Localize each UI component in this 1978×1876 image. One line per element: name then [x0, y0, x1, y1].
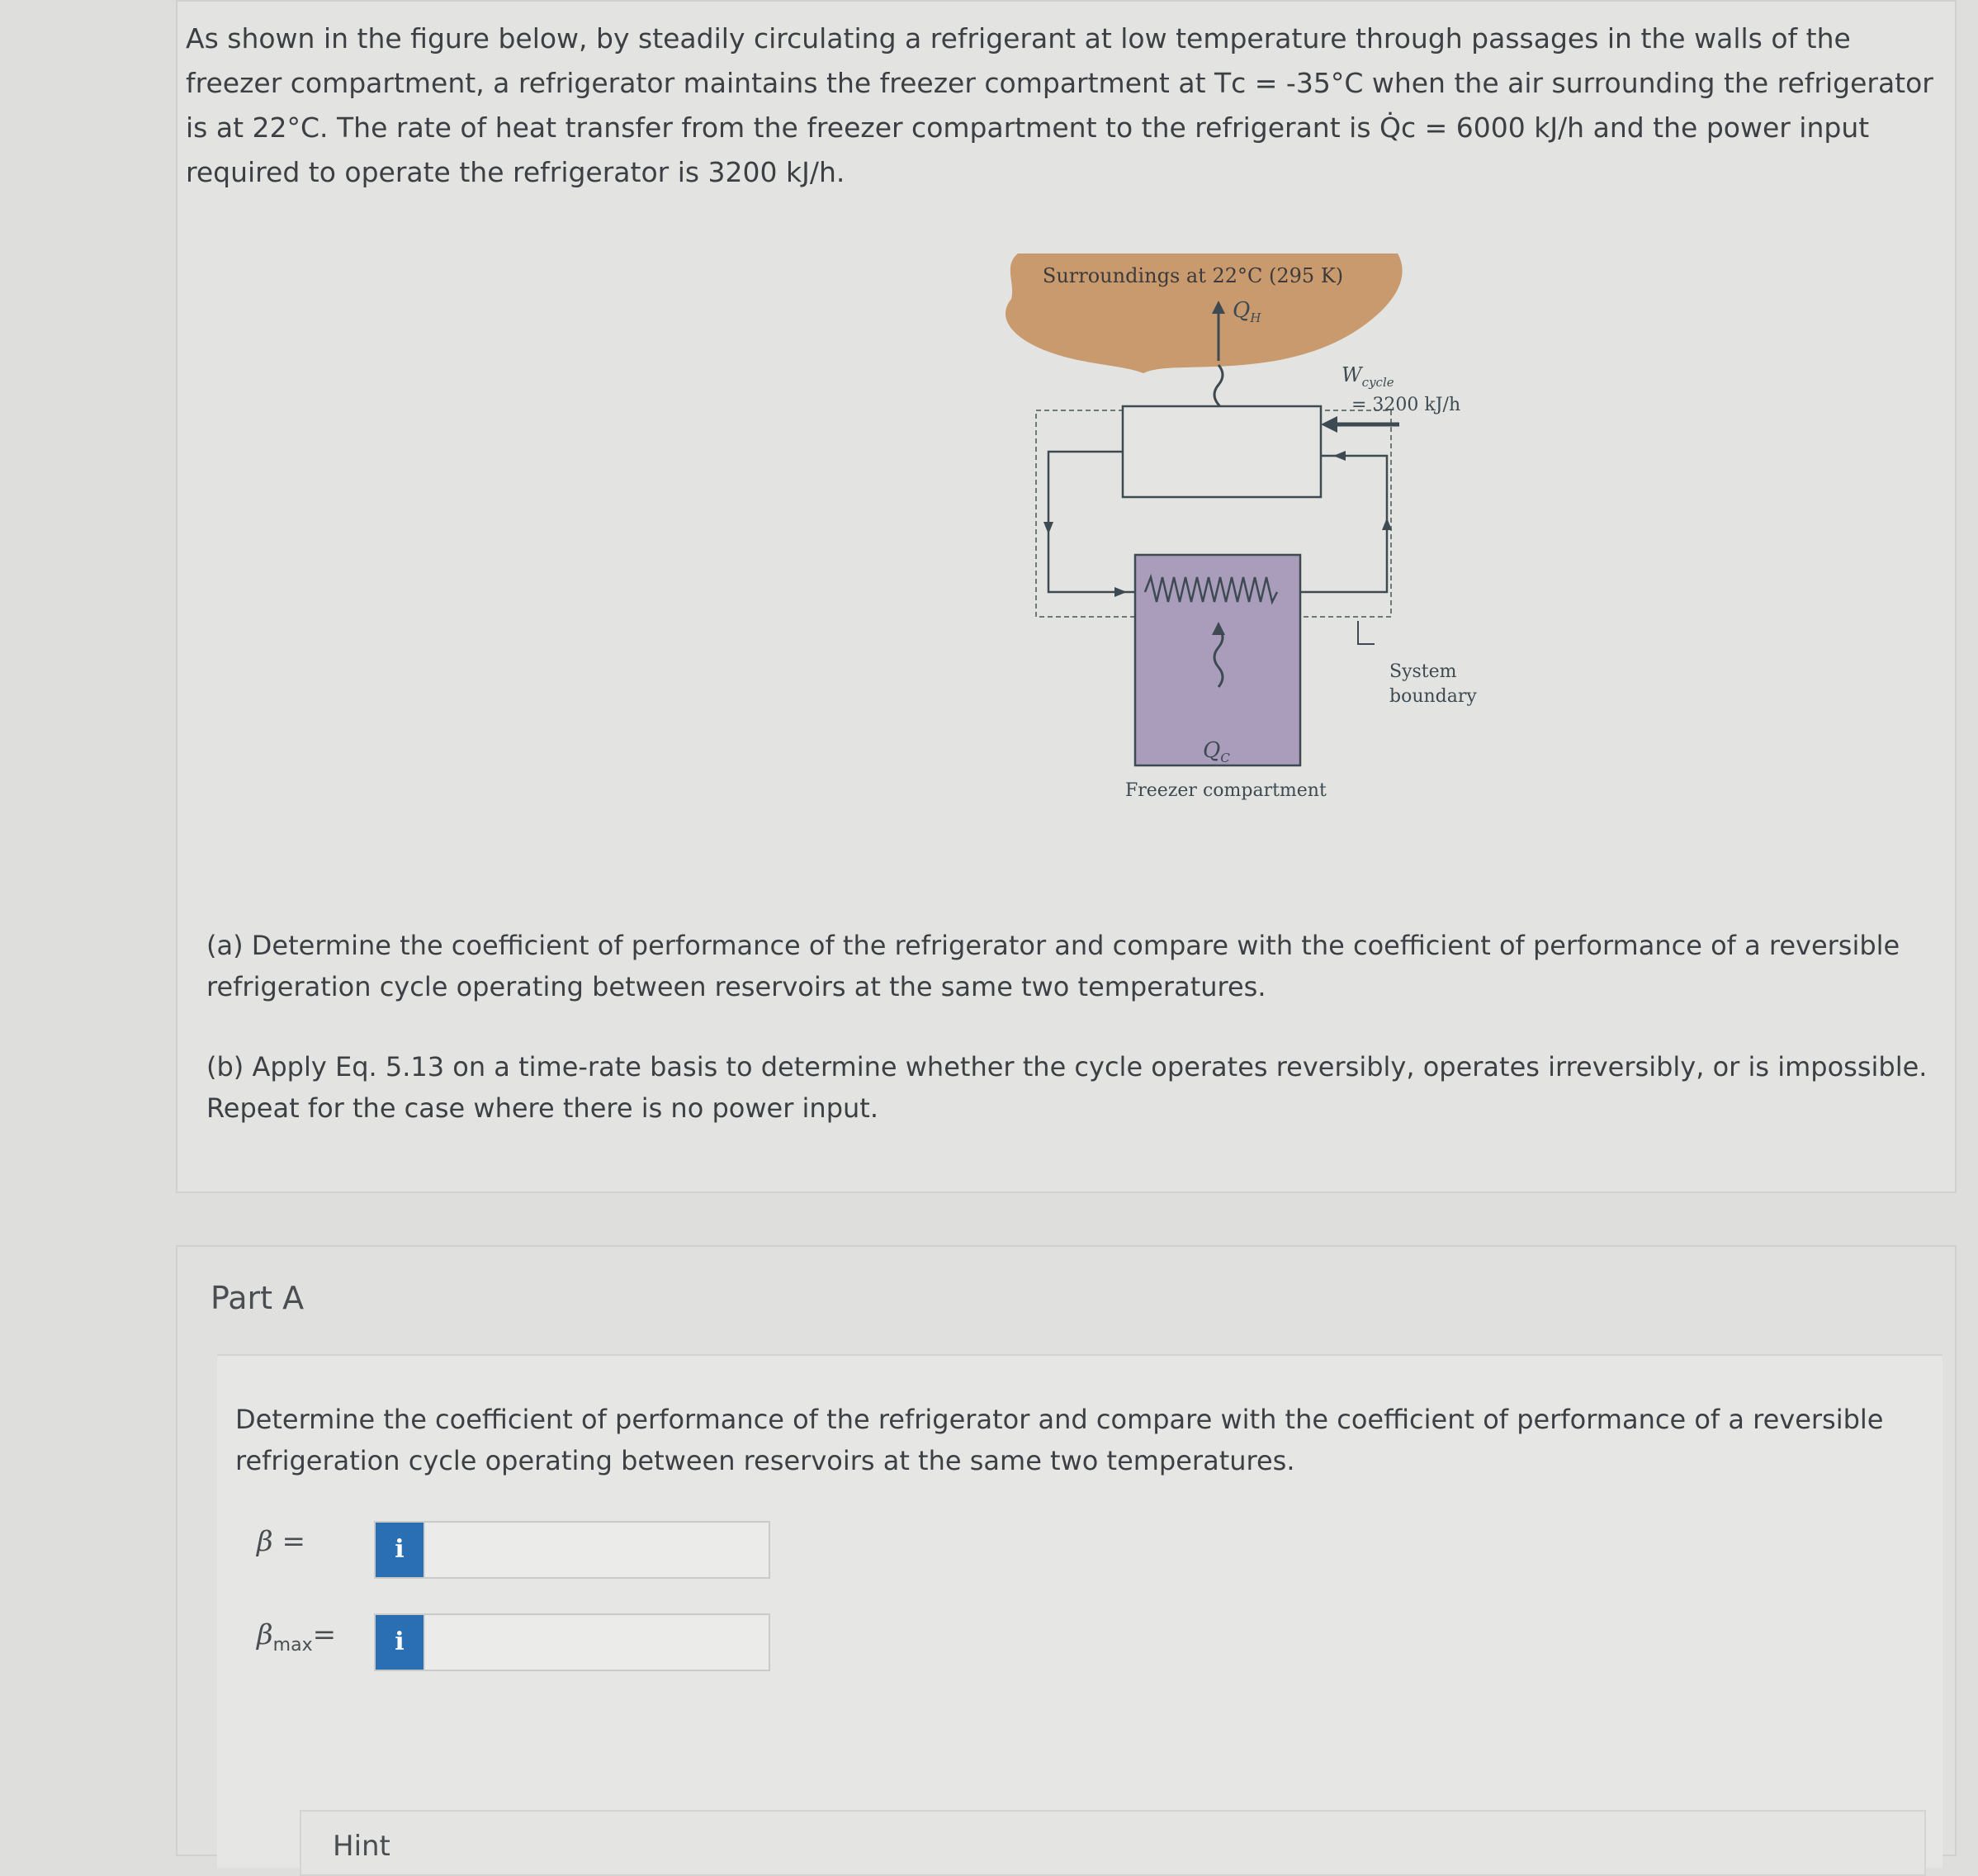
w-arrowhead [1321, 416, 1337, 433]
system-boundary-leader [1358, 621, 1375, 644]
refrigerator-diagram [830, 241, 1477, 819]
problem-intro: As shown in the figure below, by steadily circulating a refrigerant at low temperature through passages in the walls of the freezer compartment, a refrigerator maintains the freezer compartment at Tᴄ = -35°C when the air surrounding the refrigerator is at 22°C. The rate of heat transfer from the freezer compartment to the refrigerant is Q̇ᴄ = 6000 kJ/h and the power input required to operate the refrigerator is 3200 kJ/h. [186, 22, 1933, 188]
hint-section[interactable] [300, 1810, 1926, 1876]
loop-bottom-arrow [1114, 587, 1127, 597]
question-a: (a) Determine the coefficient of performance of the refrigerator and compare with the coefficient of performance of a reversible refrigeration cycle operating between reservoirs at the same two temperatures. [206, 930, 1900, 1002]
part-a-question: Determine the coefficient of performance of the refrigerator and compare with the coefficient of performance of a reversible refrigeration cycle operating between reservoirs at the same two temperatures. [235, 1404, 1884, 1476]
problem-card [176, 0, 1957, 1193]
surroundings-label: Surroundings at 22°C (295 K) [1042, 264, 1344, 287]
hint-label[interactable]: Hint [333, 1830, 390, 1863]
system-boundary-label-1: System [1389, 661, 1457, 682]
system-boundary-label-2: boundary [1389, 686, 1477, 707]
part-a-body [217, 1354, 1943, 1868]
w-label: $W_{cycle}$ [1342, 363, 1394, 390]
beta-label: β = [257, 1525, 305, 1558]
freezer-label: Freezer compartment [1125, 780, 1327, 801]
betamax-label: $\beta_{max}=$ [257, 1618, 337, 1656]
question-b: (b) Apply Eq. 5.13 on a time-rate basis to determine whether the cycle operates reversibly, operates irreversibly, or is impossible. Repeat for the case where there is no power input. [206, 1051, 1928, 1124]
w-value: = 3200 kJ/h [1351, 395, 1461, 415]
betamax-answer-row [374, 1613, 770, 1671]
info-icon[interactable]: i [376, 1615, 424, 1670]
loop-top-arrow [1333, 451, 1346, 461]
part-title: Part A [211, 1280, 305, 1316]
part-a-card [176, 1245, 1957, 1863]
info-icon[interactable]: i [376, 1523, 424, 1577]
qh-label: $Q_H$ [1233, 298, 1261, 325]
loop-left-arrow [1043, 522, 1053, 534]
betamax-input[interactable] [424, 1615, 769, 1670]
condenser-box [1123, 406, 1321, 497]
beta-input[interactable] [424, 1523, 769, 1577]
beta-answer-row [374, 1521, 770, 1579]
qc-label: $Q_C$ [1203, 738, 1230, 765]
refrigerator-figure [830, 241, 1477, 819]
